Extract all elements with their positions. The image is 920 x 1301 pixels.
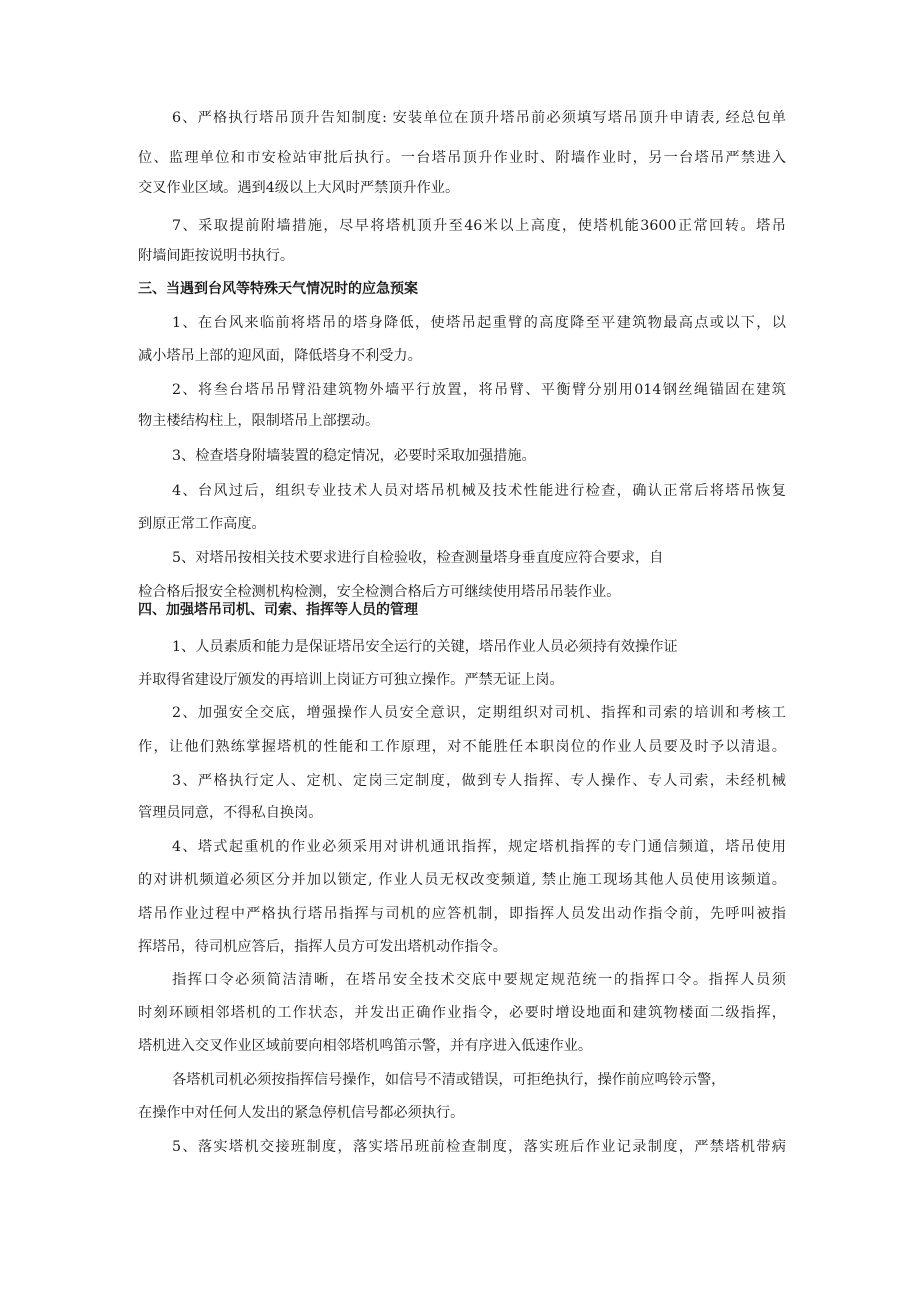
paragraph-line: 5、对塔吊按相关技术要求进行自检验收，检查测量塔身垂直度应符合要求，自 [172, 550, 664, 566]
paragraph-line: 3、严格执行定人、定机、定岗三定制度，做到专人指挥、专人操作、专人司索，未经机械 [172, 773, 786, 789]
paragraph-line: 5、落实塔机交接班制度，落实塔吊班前检查制度，落实班后作业记录制度，严禁塔机带病 [172, 1139, 786, 1155]
paragraph-line: 7、采取提前附墙措施，尽早将塔机顶升至46米以上高度，使塔机能3600正常回转。塔吊 [172, 218, 786, 234]
paragraph-line: 的对讲机频道必须区分并加以锁定, 作业人员无权改变频道, 禁止施工现场其他人员使用该频道。 [138, 872, 786, 888]
paragraph-line: 2、加强安全交底，增强操作人员安全意识，定期组织对司机、指挥和司索的培训和考核工 [172, 705, 786, 721]
paragraph-line: 6、严格执行塔吊顶升告知制度: 安装单位在顶升塔吊前必须填写塔吊顶升申请表, 经总包单 [172, 110, 786, 126]
section-heading: 四、加强塔吊司机、司索、指挥等人员的管理 [138, 602, 418, 618]
paragraph-line: 2、将叁台塔吊吊臂沿建筑物外墙平行放置，将吊臂、平衡臂分别用014钢丝绳锚固在建筑 [172, 382, 786, 398]
paragraph-line: 附墙间距按说明书执行。 [138, 248, 295, 264]
paragraph-line: 塔机进入交叉作业区域前要向相邻塔机鸣笛示警，并有序进入低速作业。 [138, 1038, 593, 1054]
paragraph-line: 位、监理单位和市安检站审批后执行。一台塔吊顶升作业时、附墙作业时，另一台塔吊严禁进入 [138, 150, 786, 166]
paragraph-line: 1、人员素质和能力是保证塔吊安全运行的关键，塔吊作业人员必须持有效操作证 [172, 639, 678, 655]
paragraph-line: 4、塔式起重机的作业必须采用对讲机通讯指挥，规定塔机指挥的专门通信频道，塔吊使用 [172, 839, 786, 855]
paragraph-line: 减小塔吊上部的迎风面，降低塔身不利受力。 [138, 348, 422, 364]
paragraph-line: 交叉作业区域。遇到4级以上大风时严禁顶升作业。 [138, 180, 460, 196]
paragraph-line: 到原正常工作高度。 [138, 516, 266, 532]
paragraph-line: 1、在台风来临前将塔吊的塔身降低，使塔吊起重臂的高度降至平建筑物最高点或以下，以 [172, 315, 786, 331]
paragraph-line: 检合格后报安全检测机构检测，安全检测合格后方可继续使用塔吊吊装作业。 [138, 584, 621, 600]
section-heading: 三、当遇到台风等特殊天气情况时的应急预案 [138, 281, 418, 297]
paragraph-line: 并取得省建设厅颁发的再培训上岗证方可独立操作。严禁无证上岗。 [138, 672, 564, 688]
paragraph-line: 各塔机司机必须按指挥信号操作，如信号不清或错误，可拒绝执行，操作前应鸣铃示警， [172, 1072, 726, 1088]
paragraph-line: 在操作中对任何人发出的紧急停机信号都必须执行。 [138, 1105, 465, 1121]
paragraph-line: 挥塔吊，待司机应答后，指挥人员方可发出塔机动作指令。 [138, 939, 507, 955]
paragraph-line: 时刻环顾相邻塔机的工作状态，并发出正确作业指令，必要时增设地面和建筑物楼面二级指挥， [138, 1005, 786, 1021]
paragraph-line: 物主楼结构柱上，限制塔吊上部摆动。 [138, 413, 380, 429]
paragraph-line: 3、检查塔身附墙装置的稳定情况，必要时采取加强措施。 [172, 448, 536, 464]
paragraph-line: 指挥口令必须简洁清晰，在塔吊安全技术交底中要规定规范统一的指挥口令。指挥人员须 [172, 972, 786, 988]
paragraph-line: 4、台风过后，组织专业技术人员对塔吊机械及技术性能进行检查，确认正常后将塔吊恢复 [172, 483, 786, 499]
paragraph-line: 塔吊作业过程中严格执行塔吊指挥与司机的应答机制，即指挥人员发出动作指令前，先呼叫被指 [138, 906, 786, 922]
paragraph-line: 管理员同意，不得私自换岗。 [138, 805, 323, 821]
paragraph-line: 作，让他们熟练掌握塔机的性能和工作原理，对不能胜任本职岗位的作业人员要及时予以清退。 [138, 739, 786, 755]
